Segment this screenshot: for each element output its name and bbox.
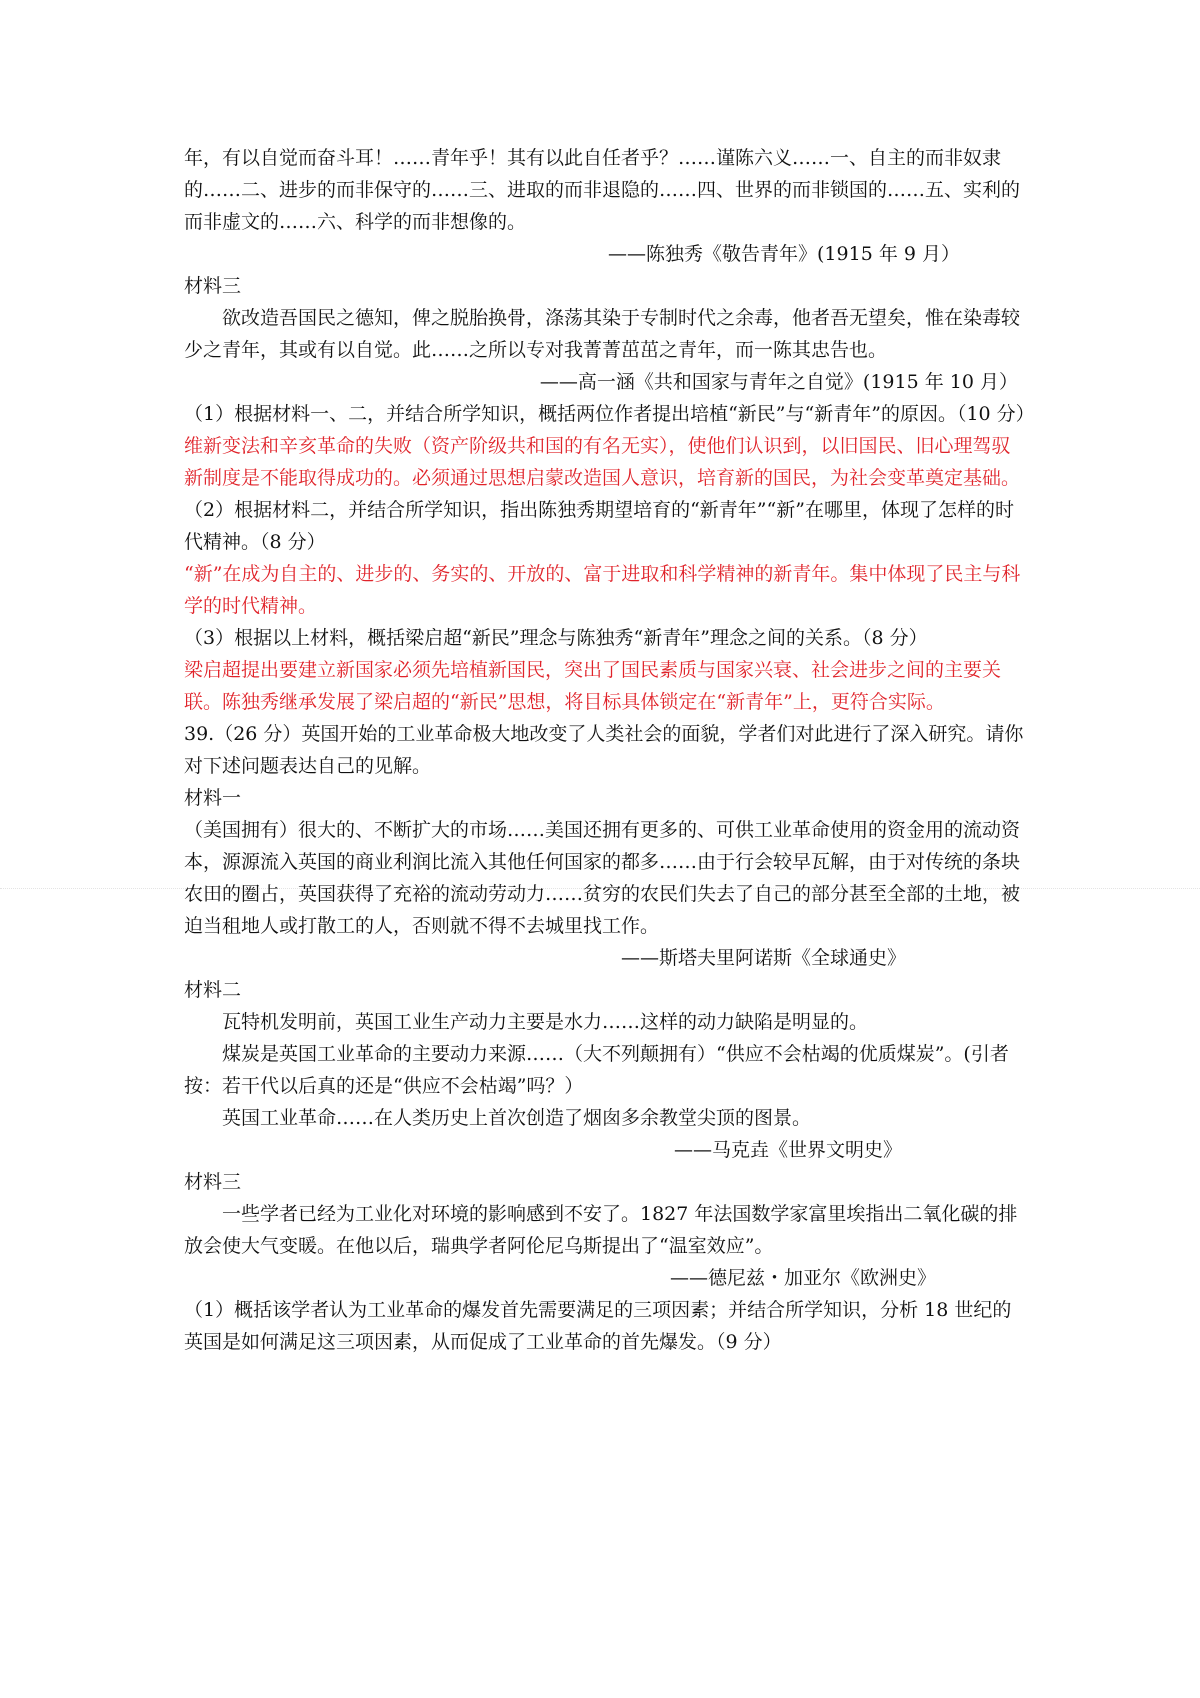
question-3: （3）根据以上材料，概括梁启超“新民”理念与陈独秀“新青年”理念之间的关系。（8 分）: [184, 627, 928, 649]
question-1: （1）根据材料一、二，并结合所学知识，概括两位作者提出培植“新民”与“新青年”的原因。（10 分）: [184, 403, 1035, 425]
q39-material-three-text: 一些学者已经为工业化对环境的影响感到不安了。1827 年法国数学家富里埃指出二氧化碳的排放会使大气变暖。在他以后，瑞典学者阿伦尼乌斯提出了“温室效应”。: [184, 1203, 1018, 1257]
q39-material-three-label: 材料三: [184, 1171, 242, 1193]
material-two-source: ——陈独秀《敬告青年》(1915 年 9 月）: [608, 243, 960, 265]
q39-material-one-text: （美国拥有）很大的、不断扩大的市场……美国还拥有更多的、可供工业革命使用的资金用的流动资本，源源流入英国的商业利润比流入其他任何国家的都多……由于行会较早瓦解，由于对传统的条块农田的圈占，英国获得了充裕的流动劳动力……贫穷的农民们失去了自己的部分甚至全部的土地，被迫当租地人或打散工的人，否则就不得不去城里找工作。: [184, 819, 1021, 937]
answer-1: 维新变法和辛亥革命的失败（资产阶级共和国的有名无实），使他们认识到，以旧国民、旧心理驾驭新制度是不能取得成功的。必须通过思想启蒙改造国人意识，培育新的国民，为社会变革奠定基础。: [184, 435, 1021, 489]
q39-material-one-label: 材料一: [184, 787, 242, 809]
question-39-1: （1）概括该学者认为工业革命的爆发首先需要满足的三项因素；并结合所学知识，分析 18 世纪的英国是如何满足这三项因素，从而促成了工业革命的首先爆发。（9 分）: [184, 1299, 1012, 1353]
answer-3: 梁启超提出要建立新国家必须先培植新国民，突出了国民素质与国家兴衰、社会进步之间的主要关联。陈独秀继承发展了梁启超的“新民”思想，将目标具体锁定在“新青年”上，更符合实际。: [184, 659, 1002, 713]
q39-material-two-para-3: 英国工业革命……在人类历史上首次创造了烟囱多余教堂尖顶的图景。: [222, 1107, 812, 1129]
material-two-continued-text: 年，有以自觉而奋斗耳！……青年乎！其有以此自任者乎？……谨陈六义……一、自主的而非奴隶的……二、进步的而非保守的……三、进取的而非退隐的……四、世界的而非锁国的……五、实利的而非虚文的……六、科学的而非想像的。: [184, 147, 1021, 233]
q39-material-three-source: ——德尼兹・加亚尔《欧洲史》: [669, 1267, 936, 1289]
question-39-stem: 39.（26 分）英国开始的工业革命极大地改变了人类社会的面貌，学者们对此进行了深入研究。请你对下述问题表达自己的见解。: [184, 723, 1024, 777]
q39-material-two-para-2: 煤炭是英国工业革命的主要动力来源……（大不列颠拥有）“供应不会枯竭的优质煤炭”。(引者按：若干代以后真的还是“供应不会枯竭”吗？）: [184, 1043, 1009, 1097]
q39-material-two-para-1: 瓦特机发明前，英国工业生产动力主要是水力……这样的动力缺陷是明显的。: [222, 1011, 869, 1033]
q39-material-two-source: ——马克垚《世界文明史》: [673, 1139, 902, 1161]
material-three-text: 欲改造吾国民之德知，俾之脱胎换骨，涤荡其染于专制时代之余毒，他者吾无望矣，惟在染毒较少之青年，其或有以自觉。此……之所以专对我菁菁茁茁之青年，而一陈其忠告也。: [184, 307, 1021, 361]
material-three-source: ——高一涵《共和国家与青年之自觉》(1915 年 10 月）: [539, 371, 1018, 393]
q39-material-one-source: ——斯塔夫里阿诺斯《全球通史》: [620, 947, 906, 969]
q39-material-two-label: 材料二: [184, 979, 242, 1001]
material-three-label: 材料三: [184, 275, 242, 297]
document-page: [184, 142, 1035, 1358]
answer-2: “新”在成为自主的、进步的、务实的、开放的、富于进取和科学精神的新青年。集中体现了民主与科学的时代精神。: [184, 563, 1021, 617]
question-2: （2）根据材料二，并结合所学知识，指出陈独秀期望培育的“新青年”“新”在哪里，体现了怎样的时代精神。（8 分）: [184, 499, 1014, 553]
